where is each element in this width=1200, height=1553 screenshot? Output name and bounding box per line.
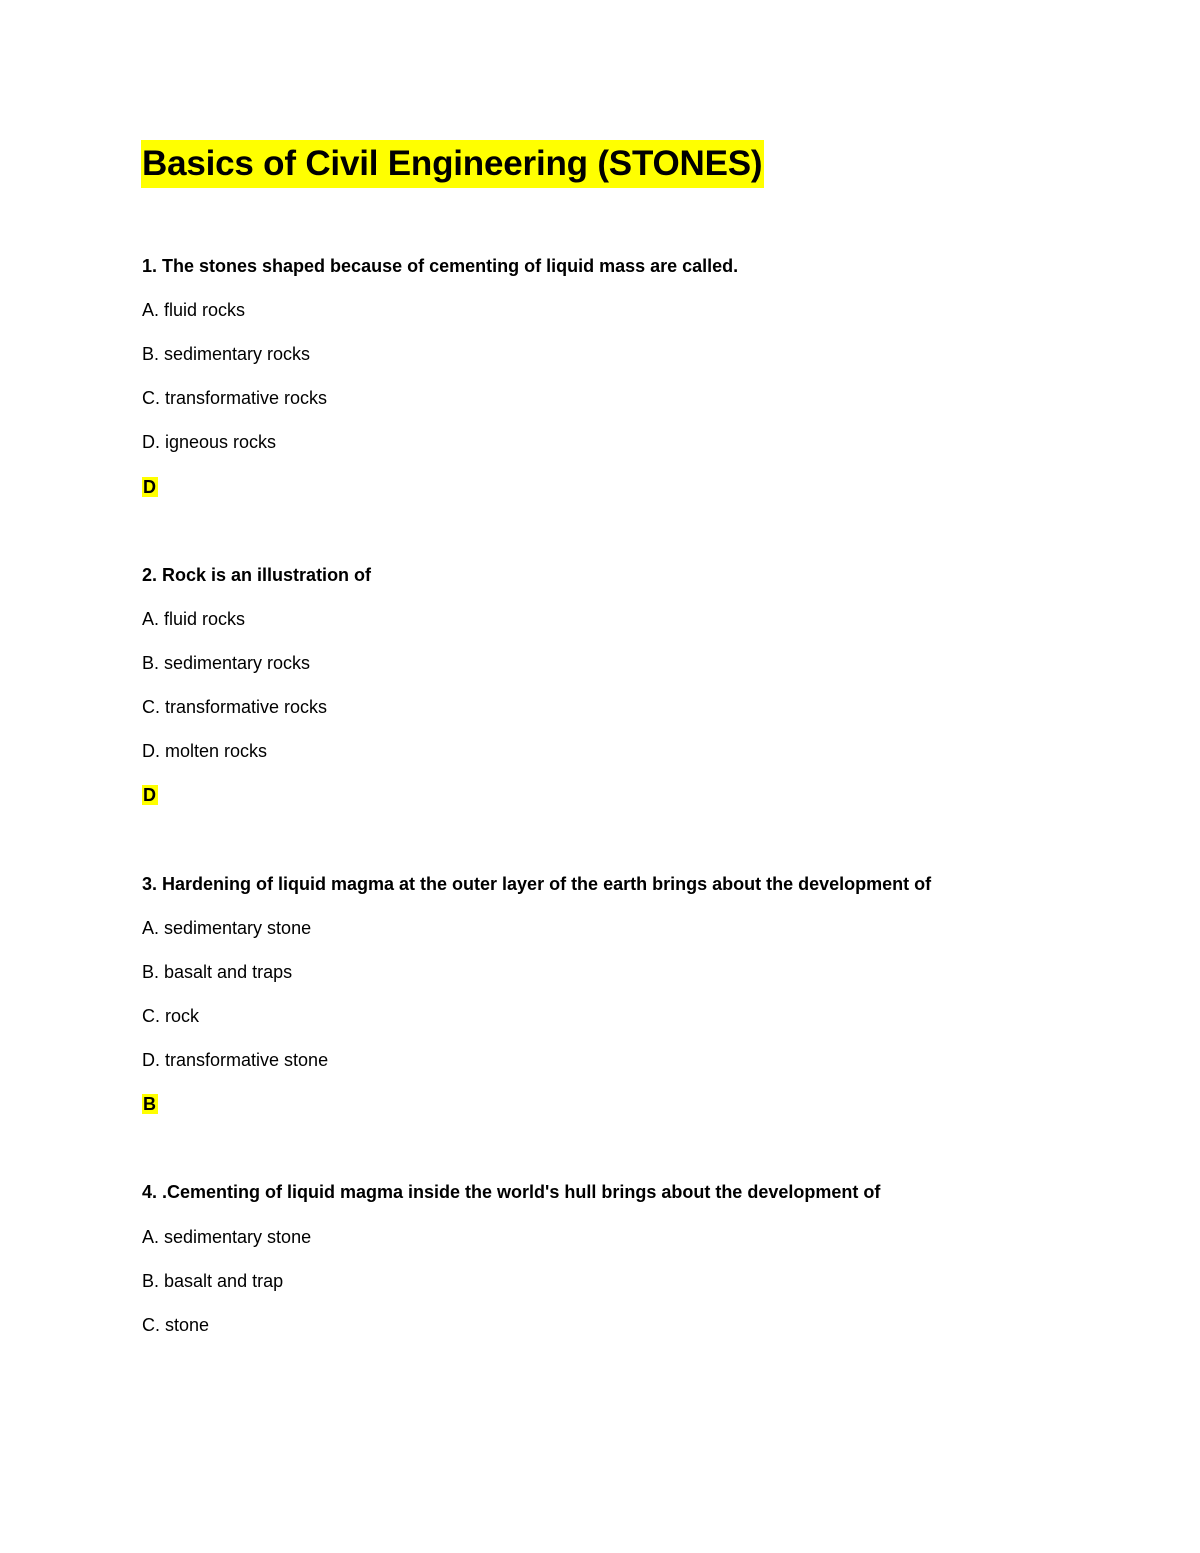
- question-4-option-c: C. stone: [142, 1315, 210, 1335]
- question-2-option-b: B. sedimentary rocks: [142, 653, 311, 673]
- question-3-answer: B: [143, 1094, 156, 1114]
- question-1: 1. The stones shaped because of cementing of liquid mass are called.: [142, 256, 739, 276]
- question-3-option-b: B. basalt and traps: [142, 962, 293, 982]
- question-3: 3. Hardening of liquid magma at the outer layer of the earth brings about the development of: [142, 874, 932, 894]
- question-2-answer: D: [143, 785, 156, 805]
- question-1-option-b: B. sedimentary rocks: [142, 344, 311, 364]
- question-3-option-d: D. transformative stone: [142, 1050, 329, 1070]
- question-1-option-a: A. fluid rocks: [142, 300, 246, 320]
- question-3-option-a: A. sedimentary stone: [142, 918, 312, 938]
- question-3-option-c: C. rock: [142, 1006, 200, 1026]
- question-4-option-b: B. basalt and trap: [142, 1271, 284, 1291]
- question-1-option-d: D. igneous rocks: [142, 432, 277, 452]
- question-2-option-a: A. fluid rocks: [142, 609, 246, 629]
- question-4-option-a: A. sedimentary stone: [142, 1227, 312, 1247]
- document-title: Basics of Civil Engineering (STONES): [141, 140, 764, 188]
- question-2-option-d: D. molten rocks: [142, 741, 268, 761]
- question-2: 2. Rock is an illustration of: [142, 565, 372, 585]
- question-2-option-c: C. transformative rocks: [142, 697, 328, 717]
- question-4: 4. .Cementing of liquid magma inside the world's hull brings about the development of: [142, 1182, 881, 1202]
- question-1-answer: D: [143, 477, 156, 497]
- question-1-option-c: C. transformative rocks: [142, 388, 328, 408]
